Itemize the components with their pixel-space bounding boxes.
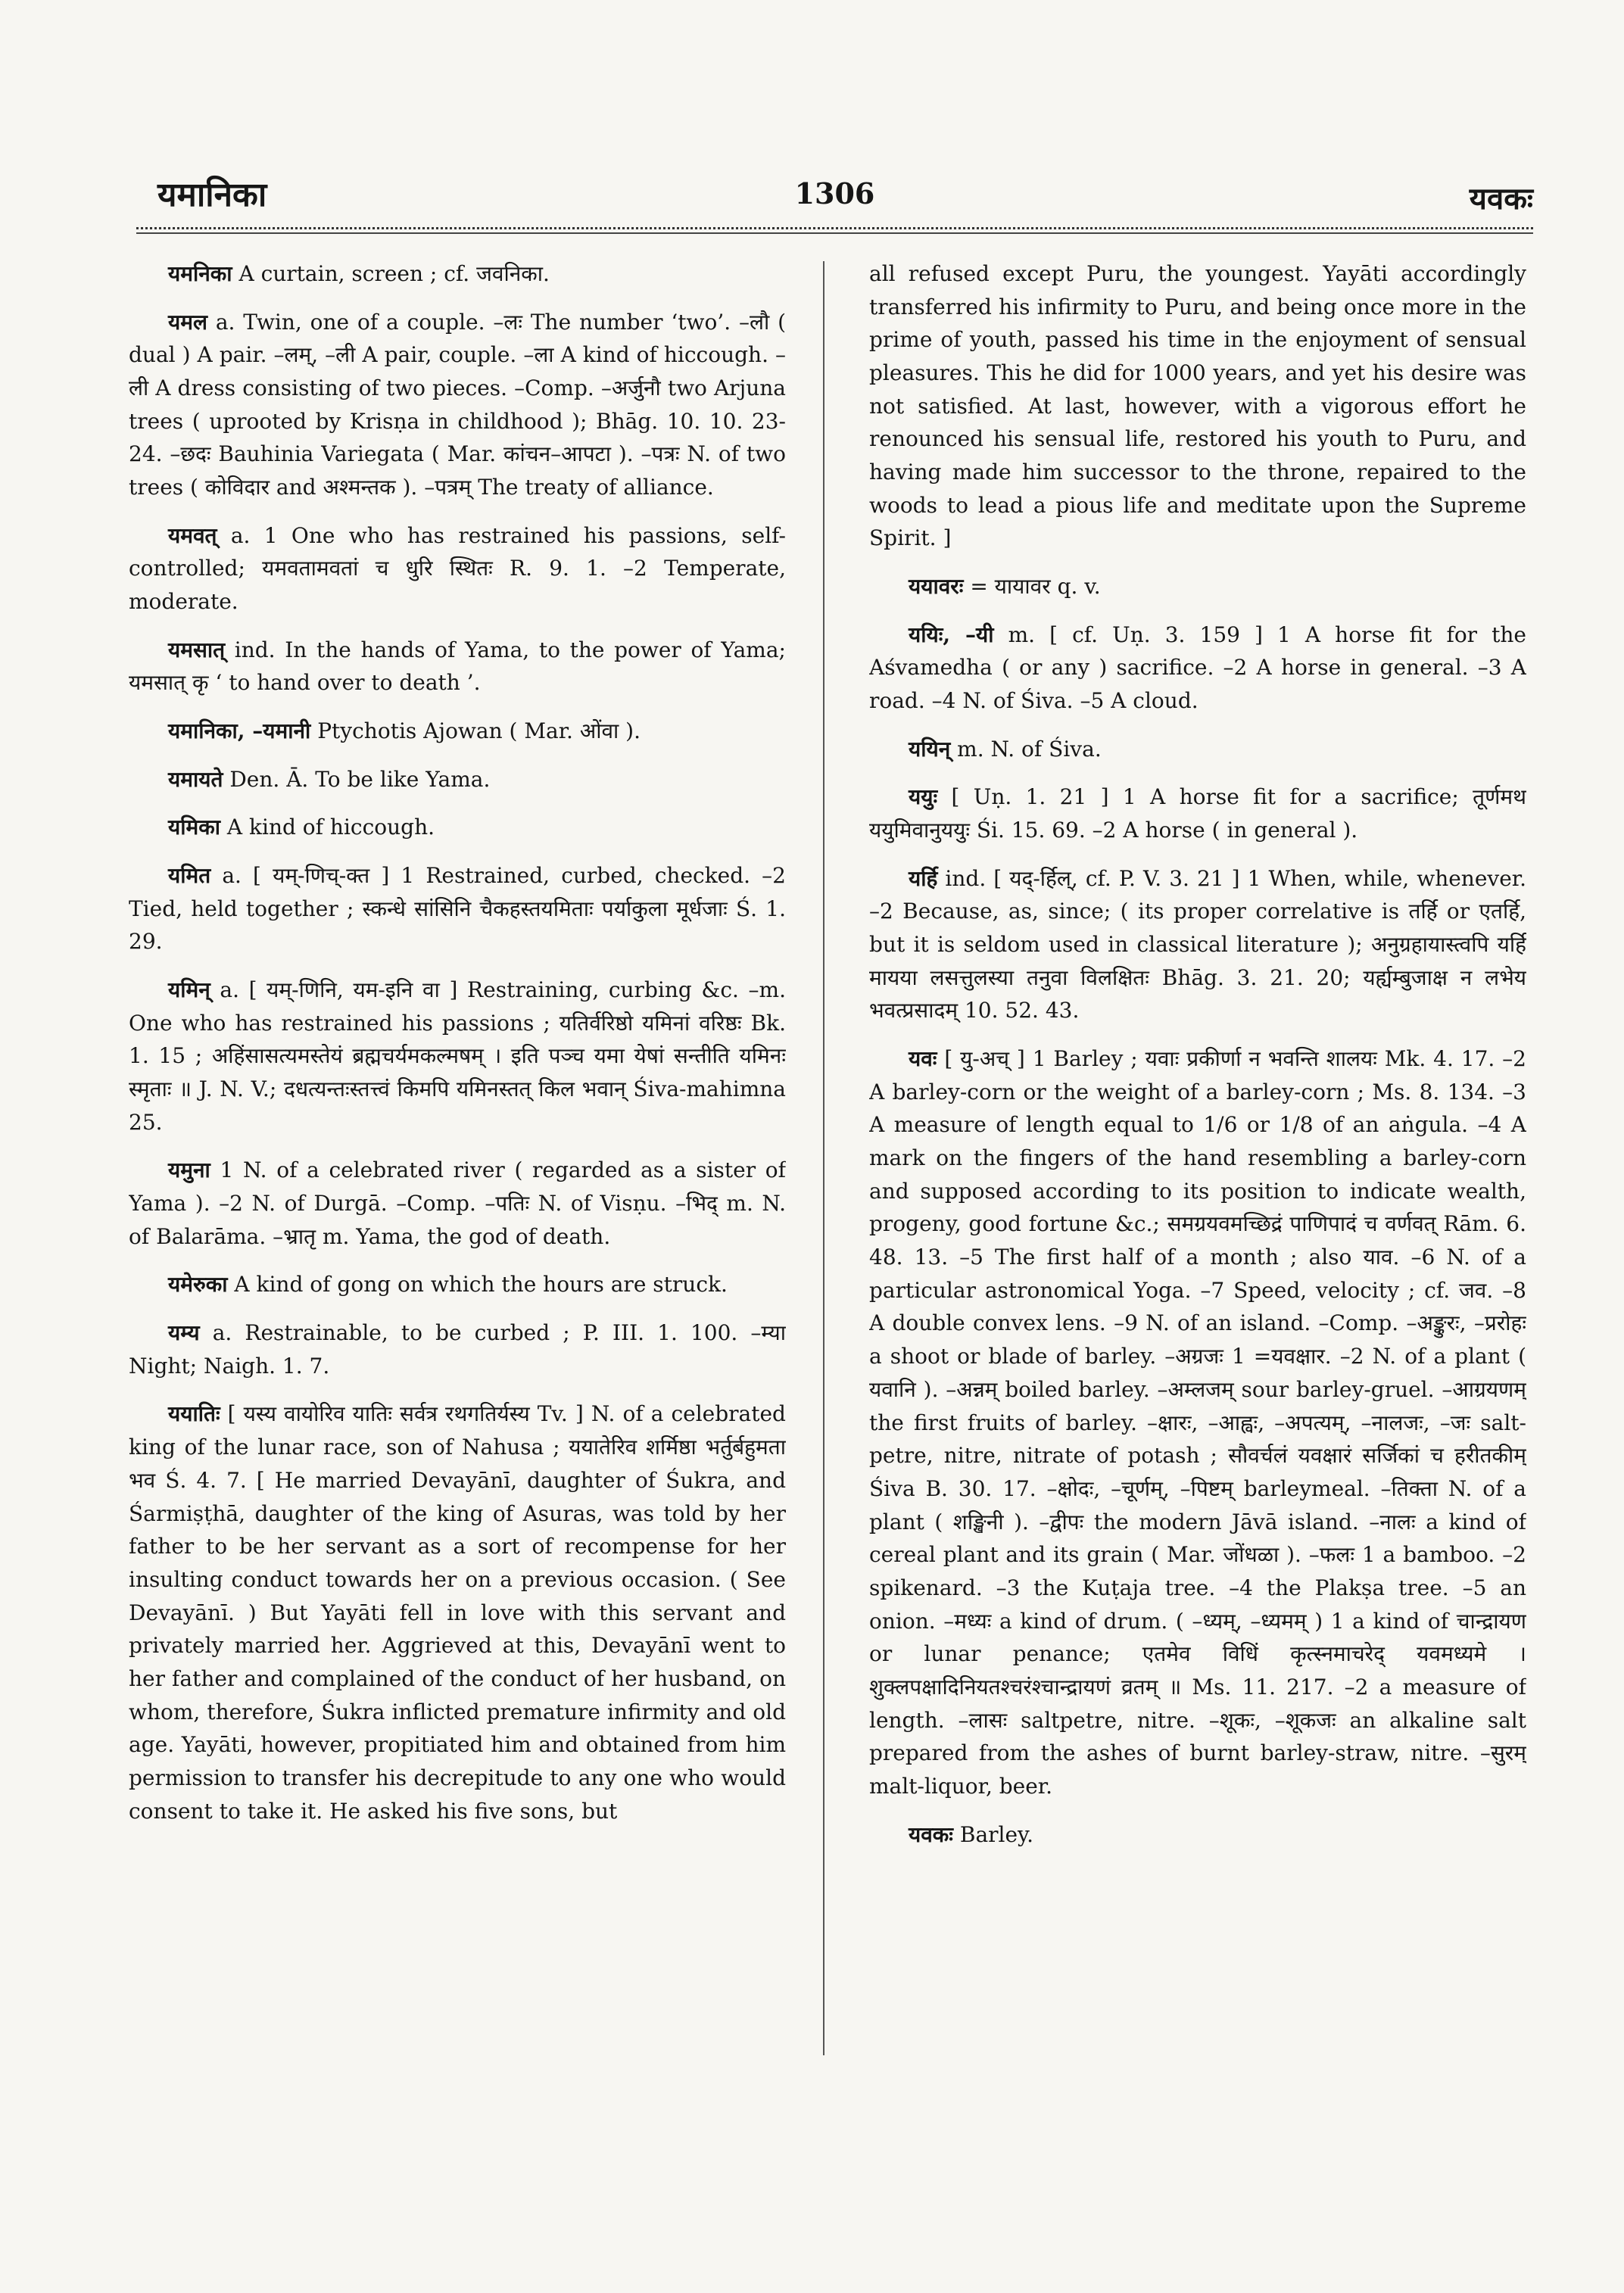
- dictionary-entry: [129, 634, 786, 699]
- entry-text: [ यस्य वायोरिव यातिः सर्वत्र रथगतिर्यस्य Tv. ] N. of a celebrated king of the lunar race, son of Nahusa ; ययातेरिव शर्मिष्ठा भर्तुर्बहुमता भव Ś. 4. 7. [ He married Devayānī, daughter of Śukra, and Śarmiṣṭhā, daughter of the king of Asuras, was told by her father to be her servant as a sort of recompense for her insulting conduct towards her on a previous occasion. ( See Devayānī. ) But Yayāti fell in love with this servant and privately married her. Aggrieved at this, Devayānī went to her father and complained of the conduct of her husband, on whom, therefore, Śukra inflicted premature infirmity and old age. Yayāti, however, propitiated him and obtained from him permission to transfer his decrepitude to any one who would consent to take it. He asked his five sons, but: [129, 1401, 786, 1824]
- entry-text: a. Twin, one of a couple. –लः The number ‘two’. –लौ ( dual ) A pair. –लम्, –ली A pair, couple. –ला A kind of hiccough. –ली A dress consisting of two pieces. –Comp. –अर्जुनौ two Arjuna trees ( uprooted by Krisṇa in childhood ); Bhāg. 10. 10. 23-24. –छदः Bauhinia Variegata ( Mar. कांचन–आपटा ). –पत्रः N. of two trees ( कोविदार and अश्मन्तक ). –पत्रम् The treaty of alliance.: [129, 309, 786, 500]
- entry-text: Ptychotis Ajowan ( Mar. ओंवा ).: [310, 718, 641, 744]
- dictionary-entry: [869, 618, 1526, 718]
- entry-text: ind. [ यद्-र्हिल्, cf. P. V. 3. 21 ] 1 When, while, whenever. –2 Because, as, since; ( its proper correlative is तर्हि or एतर्हि, but it is seldom used in classical literature ); अनुग्रहायास्त्वपि यर्हि मायया लसत्तुलस्या तनुवा विलक्षितः Bhāg. 3. 21. 20; यर्ह्यम्बुजाक्ष न लभेय भवत्प्रसादम् 10. 52. 43.: [869, 865, 1526, 1023]
- entry-headword: ययुः: [909, 784, 938, 810]
- entry-headword: यमुना: [168, 1157, 210, 1183]
- entry-headword: ययिः, –यी: [909, 622, 994, 647]
- entry-headword: यम्य: [168, 1320, 200, 1346]
- entry-text: m. N. of Śiva.: [950, 736, 1102, 762]
- entry-text: a. [ यम्-णिनि, यम-इनि वा ] Restraining, curbing &c. –m. One who has restrained his passions ; यतिर्वरिष्ठो यमिनां वरिष्ठः Bk. 1. 15 ; अहिंसासत्यमस्तेयं ब्रह्मचर्यमकल्मषम् । इति पञ्च यमा येषां सन्तीति यमिनः स्मृताः ॥ J. N. V.; दधत्यन्तःस्तत्त्वं किमपि यमिनस्तत् किल भवान् Śiva-mahimna 25.: [129, 977, 786, 1135]
- entry-text: all refused except Puru, the youngest. Yayāti accordingly transferred his infirmity to Puru, and being once more in the prime of youth, passed his time in the enjoyment of sensual pleasures. This he did for 1000 years, and yet his desire was not satisfied. At last, however, with a vigorous effort he renounced his sensual life, restored his youth to Puru, and having made him successor to the throne, repaired to the woods to lead a pious life and meditate upon the Supreme Spirit. ]: [869, 261, 1526, 551]
- dictionary-entry: [869, 1042, 1526, 1802]
- entry-text: a. 1 One who has restrained his passions, self-controlled; यमवतामवतां च धुरि स्थितः R. 9. 1. –2 Temperate, moderate.: [129, 522, 786, 615]
- entry-text: [ यु-अच् ] 1 Barley ; यवाः प्रकीर्णा न भवन्ति शालयः Mk. 4. 17. –2 A barley-corn or the weight of a barley-corn ; Ms. 8. 134. –3 A measure of length equal to 1/6 or 1/8 of an aṅgula. –4 A mark on the fingers of the hand resembling a barley-corn and supposed according to its position to indicate wealth, progeny, good fortune &c.; समग्रयवमच्छिद्रं पाणिपादं च वर्णवत् Rām. 6. 48. 13. –5 The first half of a month ; also याव. –6 N. of a particular astronomical Yoga. –7 Speed, velocity ; cf. जव. –8 A double convex lens. –9 N. of an island. –Comp. –अङ्कुरः, –प्ररोहः a shoot or blade of barley. –अग्रजः 1 =यवक्षार. –2 N. of a plant ( यवानि ). –अन्नम् boiled barley. –अम्लजम् sour barley-gruel. –आग्रयणम् the first fruits of barley. –क्षारः, –आह्वः, –अपत्यम्, –नालजः, –जः salt-petre, nitre, nitrate of potash ; सौवर्चलं यवक्षारं सर्जिकां च हरीतकीम् Śiva B. 30. 17. –क्षोदः, –चूर्णम्, –पिष्टम् barleymeal. –तिक्ता N. of a plant ( शङ्खिनी ). –द्वीपः the modern Jāvā island. –नालः a kind of cereal plant and its grain ( Mar. जोंधळा ). –फलः 1 a bamboo. –2 spikenard. –3 the Kuṭaja tree. –4 the Plakṣa tree. –5 an onion. –मध्यः a kind of drum. ( –ध्यम्, –ध्यमम् ) 1 a kind of चान्द्रायण or lunar penance; एतमेव विधिं कृत्स्नमाचरेद् यवमध्यमे । शुक्लपक्षादिनियतश्चरंश्चान्द्रायणं व्रतम् ॥ Ms. 11. 217. –2 a measure of length. –लासः saltpetre, nitre. –शूकः, –शूकजः an alkaline salt prepared from the ashes of burnt barley-straw, nitre. –सुरम् malt-liquor, beer.: [869, 1046, 1526, 1799]
- entry-headword: यमायते: [168, 766, 223, 792]
- header-dotted-rule: [136, 227, 1533, 229]
- entry-headword: यमिन्: [168, 977, 210, 1003]
- entry-headword: यमल: [168, 309, 207, 335]
- entry-text: m. [ cf. Uṇ. 3. 159 ] 1 A horse fit for the Aśvamedha ( or any ) sacrifice. –2 A horse in general. –3 A road. –4 N. of Śiva. –5 A cloud.: [869, 622, 1526, 714]
- entry-headword: यवः: [909, 1046, 937, 1072]
- entry-headword: यमसात्: [168, 637, 226, 662]
- dictionary-entry: [129, 1316, 786, 1382]
- page-header: [136, 170, 1533, 223]
- dictionary-entry: [129, 1397, 786, 1827]
- dictionary-entry: [869, 1818, 1526, 1852]
- entry-headword: यर्हि: [909, 865, 938, 891]
- dictionary-entry: [129, 519, 786, 618]
- right-column: [869, 257, 1526, 2241]
- entry-text: ind. In the hands of Yama, to the power of Yama; यमसात् कृ ‘ to hand over to death ’.: [129, 637, 786, 696]
- entry-text: = यायावर q. v.: [963, 574, 1101, 600]
- dictionary-entry: [869, 570, 1526, 603]
- entry-text: A kind of gong on which the hours are struck.: [227, 1272, 728, 1298]
- dictionary-entry: [869, 733, 1526, 766]
- dictionary-entry: [129, 1154, 786, 1253]
- dictionary-entry: [129, 859, 786, 958]
- dictionary-entry: [129, 715, 786, 748]
- dictionary-entry: [129, 763, 786, 796]
- entry-headword: यमित: [168, 863, 211, 889]
- dictionary-entry: [129, 306, 786, 504]
- entry-headword: यवकः: [909, 1821, 953, 1847]
- entry-headword: यमानिका, –यमानी: [168, 718, 311, 744]
- dictionary-entry: [129, 1268, 786, 1301]
- column-divider: [823, 261, 824, 2055]
- entry-headword: ययिन्: [909, 736, 951, 762]
- entry-headword: यमवत्: [168, 522, 217, 548]
- dictionary-entry: [129, 811, 786, 844]
- left-running-headword: यमानिका: [157, 176, 267, 214]
- dictionary-entry: [129, 257, 786, 291]
- entry-text: [ Uṇ. 1. 21 ] 1 A horse fit for a sacrifice; तूर्णमथ ययुमिवानुययुः Śi. 15. 69. –2 A horse ( in general ).: [869, 784, 1526, 843]
- entry-text: a. Restrainable, to be curbed ; P. III. 1. 100. –म्या Night; Naigh. 1. 7.: [129, 1320, 786, 1379]
- dictionary-entry-continued: [869, 257, 1526, 555]
- entry-headword: ययातिः: [168, 1401, 220, 1427]
- entry-text: a. [ यम्-णिच्-क्त ] 1 Restrained, curbed, checked. –2 Tied, held together ; स्कन्धे सांसिनि चैकहस्तयमिताः पर्याकुला मूर्धजाः Ś. 1. 29.: [129, 863, 786, 955]
- entry-text: Den. Ā. To be like Yama.: [223, 766, 491, 792]
- entry-text: A curtain, screen ; cf. जवनिका.: [232, 261, 550, 286]
- entry-headword: ययावरः: [909, 574, 964, 600]
- header-rule: [136, 232, 1533, 234]
- entry-text: A kind of hiccough.: [220, 815, 435, 840]
- entry-headword: यमिका: [168, 815, 220, 840]
- entry-text: Barley.: [952, 1821, 1034, 1847]
- entry-text: 1 N. of a celebrated river ( regarded as a sister of Yama ). –2 N. of Durgā. –Comp. –पतिः N. of Visṇu. –भिद् m. N. of Balarāma. –भ्रातृ m. Yama, the god of death.: [129, 1157, 786, 1249]
- dictionary-entry: [869, 862, 1526, 1027]
- page-number: 1306: [794, 176, 875, 210]
- entry-headword: यमनिका: [168, 261, 232, 286]
- dictionary-entry: [129, 974, 786, 1139]
- left-column: [129, 257, 786, 2241]
- entry-headword: यमेरुका: [168, 1272, 228, 1298]
- right-running-headword: यवकः: [1469, 181, 1533, 217]
- dictionary-entry: [869, 780, 1526, 846]
